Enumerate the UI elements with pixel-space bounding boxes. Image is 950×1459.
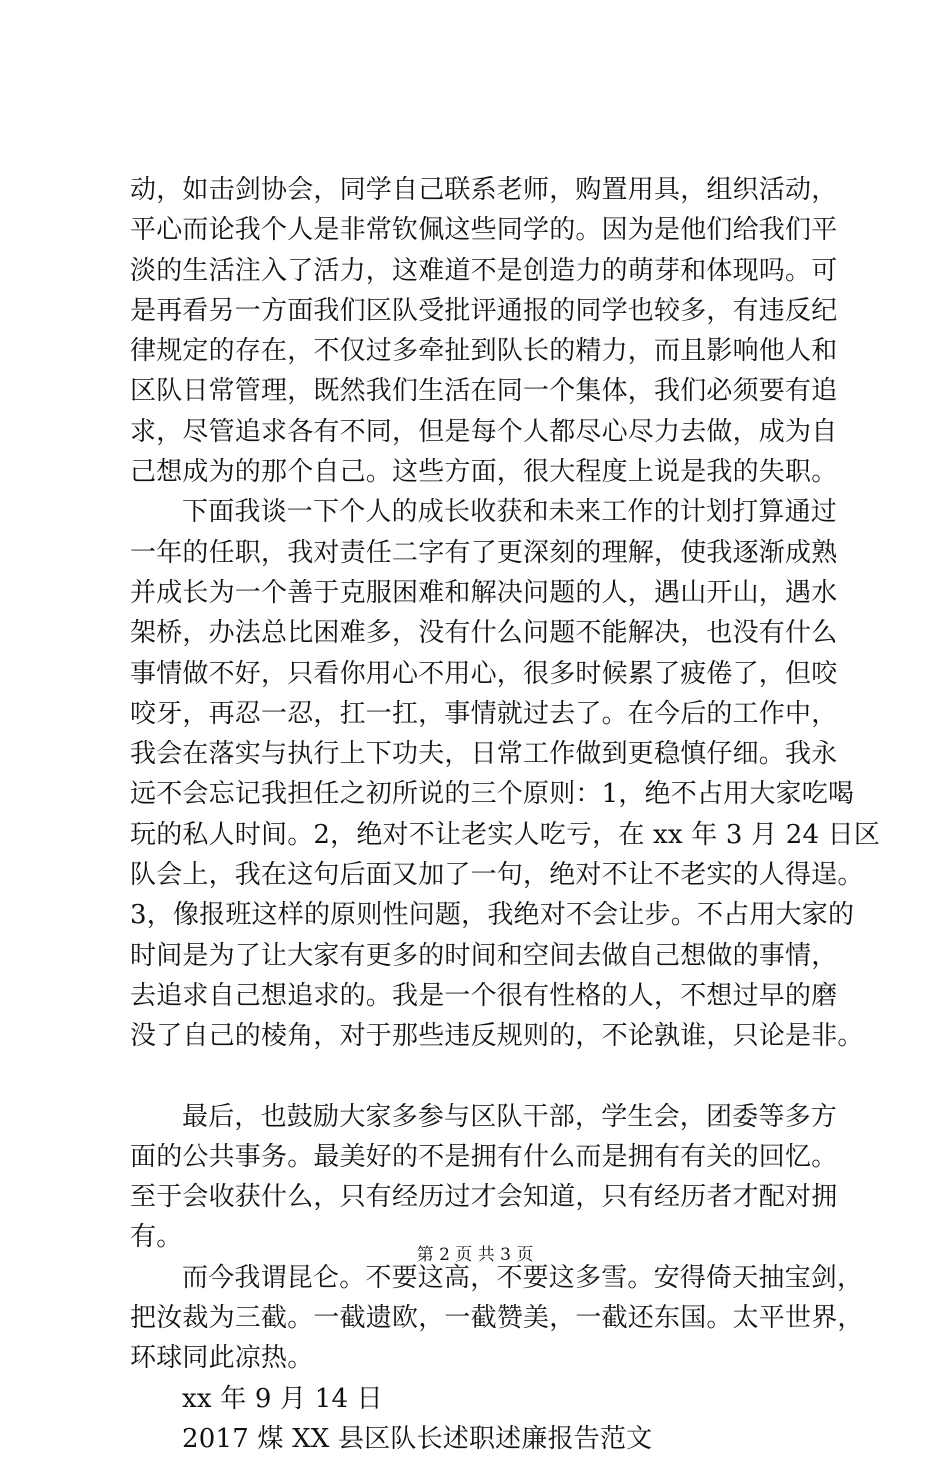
- text-line: 队会上，我在这句后面又加了一句，绝对不让不老实的人得逞。: [130, 860, 864, 891]
- text-line: 己想成为的那个自己。这些方面，很大程度上说是我的失职。: [130, 457, 838, 488]
- text-line: 求，尽管追求各有不同，但是每个人都尽心尽力去做，成为自: [130, 416, 838, 447]
- text-line: 下面我谈一下个人的成长收获和未来工作的计划打算通过: [182, 497, 838, 528]
- text-line: 至于会收获什么，只有经历过才会知道，只有经历者才配对拥: [130, 1182, 838, 1213]
- text-line: 而今我谓昆仑。不要这高，不要这多雪。安得倚天抽宝剑，: [182, 1262, 864, 1293]
- text-line: 动，如击剑协会，同学自己联系老师，购置用具，组织活动，: [130, 175, 838, 205]
- text-line: 一年的任职，我对责任二字有了更深刻的理解，使我逐渐成熟: [130, 537, 838, 568]
- text-line: 时间是为了让大家有更多的时间和空间去做自己想做的事情，: [130, 940, 838, 971]
- paragraph-3: [130, 1097, 842, 1258]
- document-title-line: 2017 煤 XX 县区队长述职述廉报告范文: [182, 1423, 653, 1454]
- page-number-footer: 第 2 页 共 3 页: [416, 1245, 534, 1265]
- text-line: 玩的私人时间。2，绝对不让老实人吃亏，在 xx 年 3 月 24 日区: [130, 819, 881, 850]
- text-line: 架桥，办法总比困难多，没有什么问题不能解决，也没有什么: [130, 618, 838, 649]
- text-line: 律规定的存在，不仅过多牵扯到队长的精力，而且影响他人和: [130, 336, 838, 367]
- text-line: 远不会忘记我担任之初所说的三个原则：1，绝不占用大家吃喝: [130, 779, 855, 810]
- text-line: 事情做不好，只看你用心不用心，很多时候累了疲倦了，但咬: [130, 658, 838, 689]
- text-line: 并成长为一个善于克服困难和解决问题的人，遇山开山，遇水: [130, 577, 838, 608]
- text-line: 咬牙，再忍一忍，扛一扛，事情就过去了。在今后的工作中，: [130, 698, 838, 729]
- paragraph-4: [130, 1258, 864, 1379]
- text-line: 没了自己的棱角，对于那些违反规则的，不论孰谁，只论是非。: [130, 1021, 864, 1052]
- text-line: 面的公共事务。最美好的不是拥有什么而是拥有有关的回忆。: [130, 1141, 838, 1172]
- paragraph-1: [130, 170, 842, 492]
- text-line: 是再看另一方面我们区队受批评通报的同学也较多，有违反纪: [130, 295, 838, 326]
- text-line: 有。: [130, 1222, 183, 1253]
- text-line: 把汝裁为三截。一截遗欧，一截赞美，一截还东国。太平世界，: [130, 1303, 864, 1334]
- document-date: xx 年 9 月 14 日: [182, 1383, 383, 1414]
- text-line: 去追求自己想追求的。我是一个很有性格的人，不想过早的磨: [130, 980, 838, 1011]
- paragraph-2: [130, 492, 881, 1056]
- text-line: 最后，也鼓励大家多参与区队干部，学生会，团委等多方: [182, 1101, 838, 1132]
- paragraph-gap: [130, 1057, 842, 1097]
- text-line: 淡的生活注入了活力，这难道不是创造力的萌芽和体现吗。可: [130, 255, 838, 286]
- text-line: 平心而论我个人是非常钦佩这些同学的。因为是他们给我们平: [130, 215, 838, 246]
- text-line: 3，像报班这样的原则性问题，我绝对不会让步。不占用大家的: [130, 900, 855, 931]
- text-line: 区队日常管理，既然我们生活在同一个集体，我们必须要有追: [130, 376, 838, 407]
- text-line: 我会在落实与执行上下功夫，日常工作做到更稳慎仔细。我永: [130, 739, 838, 770]
- text-line: 环球同此凉热。: [130, 1343, 314, 1374]
